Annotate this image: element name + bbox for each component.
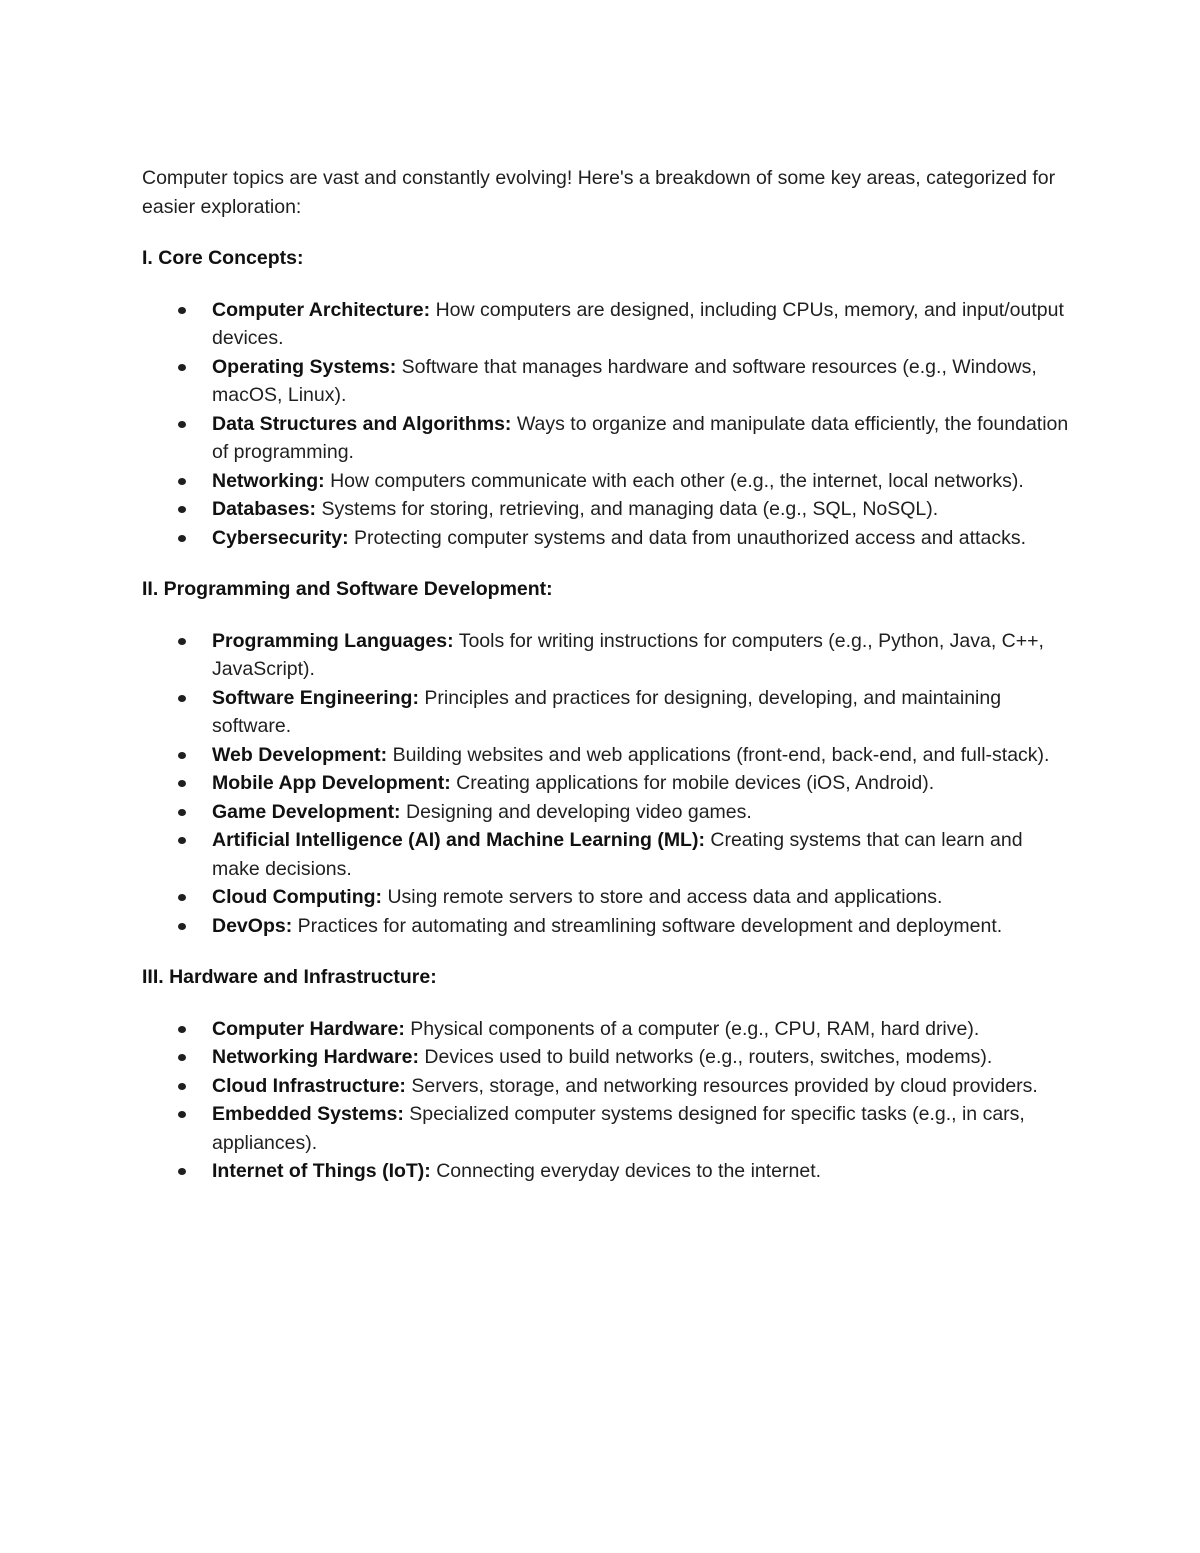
bullet-icon [178,1168,186,1175]
item-term: Computer Architecture: [212,298,431,321]
item-description: Building websites and web applications (front-end, back-end, and full-stack). [392,743,1050,766]
item-term: DevOps: [212,914,293,937]
item-description: Servers, storage, and networking resources provided by cloud providers. [411,1074,1038,1097]
bullet-icon [178,923,186,930]
item-description: Designing and developing video games. [405,800,752,823]
list-item [212,741,1072,770]
item-description: How computers are designed, including CPUs, memory, and input/output devices. [212,298,1064,349]
bullet-icon [178,421,186,428]
list-item [212,524,1072,553]
list-item [212,495,1072,524]
item-description: Connecting everyday devices to the internet. [436,1160,822,1182]
bullet-icon [178,1026,186,1033]
bullet-icon [178,638,186,645]
list-item [212,467,1072,496]
list-item [212,769,1072,798]
bullet-icon [178,478,186,485]
bullet-icon [178,1083,186,1090]
item-term: Internet of Things (IoT): [212,1160,431,1182]
topic-list-core-concepts [142,296,1072,553]
list-item [212,684,1072,741]
item-term: Computer Hardware: [212,1017,405,1040]
section-heading-hardware: III. Hardware and Infrastructure: [142,966,437,988]
bullet-icon [178,752,186,759]
item-term: Cloud Computing: [212,886,383,908]
list-item [212,627,1072,684]
intro-paragraph: Computer topics are vast and constantly evolving! Here's a breakdown of some key areas, categorized for easier exploration: [142,167,1056,218]
list-item [212,912,1072,941]
list-item [212,353,1072,410]
item-description: Tools for writing instructions for computers (e.g., Python, Java, C++, JavaScript). [212,629,1044,680]
item-term: Mobile App Development: [212,772,451,794]
item-term: Data Structures and Algorithms: [212,412,512,435]
item-term: Databases: [212,498,317,520]
list-item [212,1043,1072,1072]
item-term: Artificial Intelligence (AI) and Machine Learning (ML): [212,829,705,851]
list-item [212,296,1072,353]
bullet-icon [178,1054,186,1061]
item-term: Cybersecurity: [212,526,349,549]
item-description: Software that manages hardware and software resources (e.g., Windows, macOS, Linux). [212,355,1037,406]
list-item [212,1072,1072,1101]
item-description: How computers communicate with each other (e.g., the internet, local networks). [330,469,1024,492]
list-item [212,883,1072,912]
item-description: Protecting computer systems and data from unauthorized access and attacks. [353,526,1026,549]
item-term: Web Development: [212,743,388,766]
item-term: Programming Languages: [212,629,454,652]
list-item [212,1100,1072,1157]
section-heading-core-concepts: I. Core Concepts: [142,247,304,269]
list-item [212,1157,1072,1186]
bullet-icon [178,809,186,816]
item-description: Using remote servers to store and access data and applications. [387,886,943,908]
list-item [212,826,1072,883]
bullet-icon [178,364,186,371]
item-description: Practices for automating and streamlining software development and deployment. [297,914,1003,937]
bullet-icon [178,894,186,901]
list-item [212,410,1072,467]
item-description: Systems for storing, retrieving, and managing data (e.g., SQL, NoSQL). [321,498,939,520]
item-term: Operating Systems: [212,355,397,378]
item-term: Game Development: [212,800,401,823]
topic-list-programming [142,627,1072,941]
bullet-icon [178,695,186,702]
list-item [212,798,1072,827]
item-description: Creating systems that can learn and make decisions. [212,829,1023,880]
bullet-icon [178,780,186,787]
item-description: Physical components of a computer (e.g., CPU, RAM, hard drive). [410,1017,980,1040]
document-page [142,164,1072,1209]
topic-list-hardware [142,1015,1072,1186]
bullet-icon [178,1111,186,1118]
item-description: Principles and practices for designing, developing, and maintaining software. [212,686,1002,737]
item-term: Embedded Systems: [212,1103,404,1125]
item-description: Ways to organize and manipulate data efficiently, the foundation of programming. [212,412,1069,463]
item-term: Networking Hardware: [212,1046,419,1068]
item-term: Software Engineering: [212,686,419,709]
item-term: Cloud Infrastructure: [212,1074,406,1097]
list-item [212,1015,1072,1044]
bullet-icon [178,307,186,314]
item-description: Devices used to build networks (e.g., routers, switches, modems). [424,1046,993,1068]
bullet-icon [178,837,186,844]
item-term: Networking: [212,469,325,492]
item-description: Creating applications for mobile devices (iOS, Android). [456,772,935,794]
item-description: Specialized computer systems designed for specific tasks (e.g., in cars, appliances). [212,1103,1025,1154]
bullet-icon [178,535,186,542]
bullet-icon [178,506,186,513]
section-heading-programming: II. Programming and Software Development: [142,578,553,600]
